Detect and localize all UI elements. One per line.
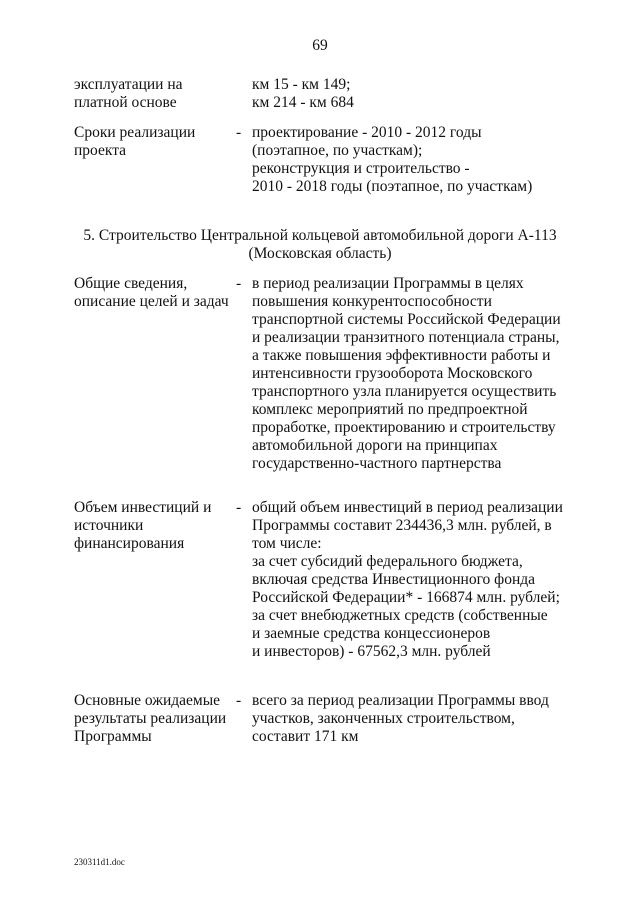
label-line: описание целей и задач (74, 293, 229, 310)
row-dash: - (236, 692, 242, 709)
value-line: проектирование - 2010 - 2012 годы (252, 124, 482, 141)
value-line: проработке, проектированию и строительству (252, 419, 556, 436)
value-line: комплекс мероприятий по предпроектной (252, 401, 528, 418)
row-dash: - (236, 499, 242, 516)
value-line: участков, законченных строительством, (252, 710, 515, 727)
value-line: в период реализации Программы в целях (252, 275, 524, 292)
label-line: Программы (74, 728, 152, 745)
row-label (74, 124, 234, 160)
label-line: Сроки реализации (74, 124, 196, 141)
label-line: источники (74, 517, 144, 534)
value-line: и инвесторов) - 67562,3 млн. рублей (252, 643, 491, 660)
page-number: 69 (312, 37, 328, 54)
row-value (252, 275, 572, 473)
value-line: транспортной системы Российской Федерации (252, 311, 561, 328)
value-line: (поэтапное, по участкам); (252, 142, 423, 159)
row-label (74, 499, 234, 553)
row-value (252, 499, 572, 661)
row-dash: - (236, 124, 242, 141)
label-line: проекта (74, 142, 127, 159)
value-line: реконструкция и строительство - (252, 160, 470, 177)
value-line: всего за период реализации Программы ввод (252, 692, 549, 709)
label-line: эксплуатации на (74, 76, 183, 93)
label-line: Объем инвестиций и (74, 499, 212, 516)
value-line: за счет субсидий федерального бюджета, (252, 553, 523, 570)
value-line: том числе: (252, 535, 322, 552)
value-line: и реализации транзитного потенциала страны, (252, 329, 560, 346)
row-dash: - (236, 275, 242, 292)
label-line: Основные ожидаемые (74, 692, 221, 709)
label-line: финансирования (74, 535, 185, 552)
value-line: км 214 - км 684 (252, 94, 354, 111)
row-label (74, 76, 234, 112)
footer-filename: 230311d1.doc (74, 857, 125, 867)
row-label (74, 275, 234, 311)
value-line: а также повышения эффективности работы и (252, 347, 551, 364)
row-value (252, 76, 572, 112)
value-line: составит 171 км (252, 728, 359, 745)
value-line: и заемные средства концессионеров (252, 625, 491, 642)
section-title-line: 5. Строительство Центральной кольцевой автомобильной дороги А-113 (83, 227, 557, 244)
value-line: Программы составит 234436,3 млн. рублей, в (252, 517, 552, 534)
value-line: за счет внебюджетных средств (собственные (252, 607, 548, 624)
section-title (60, 227, 580, 263)
value-line: интенсивности грузооборота Московского (252, 365, 533, 382)
label-line: Общие сведения, (74, 275, 188, 292)
value-line: Российской Федерации* - 166874 млн. рублей; (252, 589, 560, 606)
value-line: повышения конкурентоспособности (252, 293, 492, 310)
value-line: государственно-частного партнерства (252, 455, 502, 472)
value-line: общий объем инвестиций в период реализации (252, 499, 563, 516)
row-label (74, 692, 234, 746)
value-line: включая средства Инвестиционного фонда (252, 571, 536, 588)
value-line: км 15 - км 149; (252, 76, 351, 93)
value-line: автомобильной дороги на принципах (252, 437, 498, 454)
value-line: 2010 - 2018 годы (поэтапное, по участкам) (252, 178, 533, 195)
row-value (252, 124, 572, 196)
label-line: результаты реализации (74, 710, 227, 727)
label-line: платной основе (74, 94, 177, 111)
section-title-line: (Московская область) (248, 245, 392, 262)
row-value (252, 692, 572, 746)
value-line: транспортного узла планируется осуществить (252, 383, 557, 400)
